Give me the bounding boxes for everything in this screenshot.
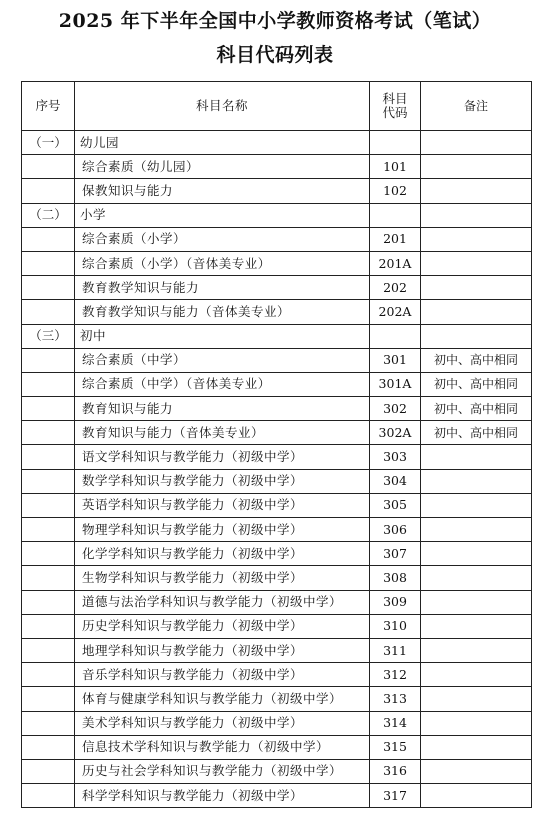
cell-name: 教育知识与能力（音体美专业）: [75, 421, 370, 445]
cell-name: 综合素质（中学）: [75, 348, 370, 372]
table-row: [22, 614, 532, 638]
cell-name: 信息技术学科知识与教学能力（初级中学）: [75, 735, 370, 759]
cell-name: 化学学科知识与教学能力（初级中学）: [75, 542, 370, 566]
cell-note: [421, 614, 532, 638]
cell-note: [421, 518, 532, 542]
cell-note: [421, 784, 532, 808]
cell-note: [421, 687, 532, 711]
table-row: [22, 735, 532, 759]
cell-note: 初中、高中相同: [421, 397, 532, 421]
cell-no: [22, 542, 75, 566]
table-row: [22, 638, 532, 662]
cell-code: 315: [370, 735, 421, 759]
cell-no: [22, 155, 75, 179]
cell-no: （二）: [22, 203, 75, 227]
cell-name: 初中: [75, 324, 370, 348]
cell-note: 初中、高中相同: [421, 348, 532, 372]
category-row: [22, 131, 532, 155]
cell-code: [370, 324, 421, 348]
cell-no: [22, 372, 75, 396]
cell-note: [421, 735, 532, 759]
cell-note: [421, 131, 532, 155]
cell-no: [22, 566, 75, 590]
table-row: [22, 227, 532, 251]
cell-code: 310: [370, 614, 421, 638]
table-row: [22, 421, 532, 445]
cell-note: [421, 566, 532, 590]
cell-note: 初中、高中相同: [421, 421, 532, 445]
header-code: [370, 82, 421, 131]
header-code-line2: 代码: [382, 105, 408, 120]
cell-code: 311: [370, 638, 421, 662]
table-row: [22, 493, 532, 517]
cell-no: [22, 663, 75, 687]
cell-code: 102: [370, 179, 421, 203]
cell-name: 地理学科知识与教学能力（初级中学）: [75, 638, 370, 662]
cell-code: 304: [370, 469, 421, 493]
cell-code: 201: [370, 227, 421, 251]
cell-code: 317: [370, 784, 421, 808]
cell-note: [421, 493, 532, 517]
cell-no: [22, 638, 75, 662]
cell-code: 313: [370, 687, 421, 711]
cell-name: 教育教学知识与能力（音体美专业）: [75, 300, 370, 324]
table-row: [22, 348, 532, 372]
cell-code: 303: [370, 445, 421, 469]
table-row: [22, 179, 532, 203]
cell-no: [22, 179, 75, 203]
cell-name: 语文学科知识与教学能力（初级中学）: [75, 445, 370, 469]
cell-name: 美术学科知识与教学能力（初级中学）: [75, 711, 370, 735]
cell-no: [22, 711, 75, 735]
cell-note: 初中、高中相同: [421, 372, 532, 396]
cell-name: 综合素质（中学）（音体美专业）: [75, 372, 370, 396]
cell-name: 教育知识与能力: [75, 397, 370, 421]
cell-code: 101: [370, 155, 421, 179]
cell-code: 301: [370, 348, 421, 372]
table-row: [22, 566, 532, 590]
table-row: [22, 518, 532, 542]
cell-no: [22, 300, 75, 324]
cell-no: （一）: [22, 131, 75, 155]
table-row: [22, 300, 532, 324]
cell-no: [22, 445, 75, 469]
cell-name: 音乐学科知识与教学能力（初级中学）: [75, 663, 370, 687]
cell-no: [22, 397, 75, 421]
cell-code: 305: [370, 493, 421, 517]
cell-no: [22, 348, 75, 372]
cell-note: [421, 179, 532, 203]
cell-note: [421, 251, 532, 275]
cell-name: 教育教学知识与能力: [75, 276, 370, 300]
cell-name: 体育与健康学科知识与教学能力（初级中学）: [75, 687, 370, 711]
table-row: [22, 784, 532, 808]
cell-code: 302: [370, 397, 421, 421]
table-body: [22, 131, 532, 808]
cell-no: [22, 687, 75, 711]
cell-note: [421, 711, 532, 735]
table-row: [22, 687, 532, 711]
cell-code: 202: [370, 276, 421, 300]
cell-name: 道德与法治学科知识与教学能力（初级中学）: [75, 590, 370, 614]
cell-code: 307: [370, 542, 421, 566]
cell-no: [22, 784, 75, 808]
cell-note: [421, 663, 532, 687]
cell-note: [421, 300, 532, 324]
cell-note: [421, 542, 532, 566]
table-row: [22, 445, 532, 469]
cell-name: 综合素质（小学）（音体美专业）: [75, 251, 370, 275]
header-no: 序号: [22, 82, 75, 131]
cell-note: [421, 276, 532, 300]
header-note: 备注: [421, 82, 532, 131]
cell-code: [370, 203, 421, 227]
table-row: [22, 542, 532, 566]
cell-name: 保教知识与能力: [75, 179, 370, 203]
cell-name: 幼儿园: [75, 131, 370, 155]
table-row: [22, 663, 532, 687]
header-name: 科目名称: [75, 82, 370, 131]
cell-name: 历史与社会学科知识与教学能力（初级中学）: [75, 759, 370, 783]
cell-code: 314: [370, 711, 421, 735]
table-row: [22, 397, 532, 421]
cell-no: [22, 227, 75, 251]
cell-name: 综合素质（小学）: [75, 227, 370, 251]
cell-no: [22, 421, 75, 445]
header-code-line1: 科目: [382, 91, 408, 106]
cell-no: [22, 590, 75, 614]
table-row: [22, 590, 532, 614]
cell-no: [22, 759, 75, 783]
cell-code: 309: [370, 590, 421, 614]
cell-code: 316: [370, 759, 421, 783]
cell-note: [421, 590, 532, 614]
cell-code: [370, 131, 421, 155]
cell-code: 301A: [370, 372, 421, 396]
cell-note: [421, 227, 532, 251]
subject-code-table: [21, 81, 532, 808]
category-row: [22, 203, 532, 227]
cell-name: 小学: [75, 203, 370, 227]
cell-note: [421, 203, 532, 227]
cell-name: 英语学科知识与教学能力（初级中学）: [75, 493, 370, 517]
cell-no: [22, 735, 75, 759]
cell-name: 历史学科知识与教学能力（初级中学）: [75, 614, 370, 638]
cell-note: [421, 155, 532, 179]
cell-note: [421, 324, 532, 348]
cell-name: 数学学科知识与教学能力（初级中学）: [75, 469, 370, 493]
table-row: [22, 251, 532, 275]
cell-no: [22, 469, 75, 493]
table-row: [22, 469, 532, 493]
table-header-row: [22, 82, 532, 131]
cell-code: 201A: [370, 251, 421, 275]
cell-no: （三）: [22, 324, 75, 348]
cell-name: 科学学科知识与教学能力（初级中学）: [75, 784, 370, 808]
cell-no: [22, 276, 75, 300]
cell-note: [421, 638, 532, 662]
cell-name: 综合素质（幼儿园）: [75, 155, 370, 179]
cell-code: 302A: [370, 421, 421, 445]
document-subtitle: 科目代码列表: [216, 44, 334, 66]
cell-note: [421, 445, 532, 469]
cell-note: [421, 759, 532, 783]
table-row: [22, 711, 532, 735]
cell-code: 312: [370, 663, 421, 687]
table-row: [22, 372, 532, 396]
table-row: [22, 759, 532, 783]
category-row: [22, 324, 532, 348]
cell-code: 308: [370, 566, 421, 590]
cell-no: [22, 251, 75, 275]
table-row: [22, 276, 532, 300]
cell-name: 生物学科知识与教学能力（初级中学）: [75, 566, 370, 590]
cell-no: [22, 493, 75, 517]
cell-code: 202A: [370, 300, 421, 324]
cell-no: [22, 518, 75, 542]
document-title: 2025 年下半年全国中小学教师资格考试（笔试）: [58, 10, 492, 32]
cell-no: [22, 614, 75, 638]
cell-code: 306: [370, 518, 421, 542]
cell-note: [421, 469, 532, 493]
table-row: [22, 155, 532, 179]
cell-name: 物理学科知识与教学能力（初级中学）: [75, 518, 370, 542]
